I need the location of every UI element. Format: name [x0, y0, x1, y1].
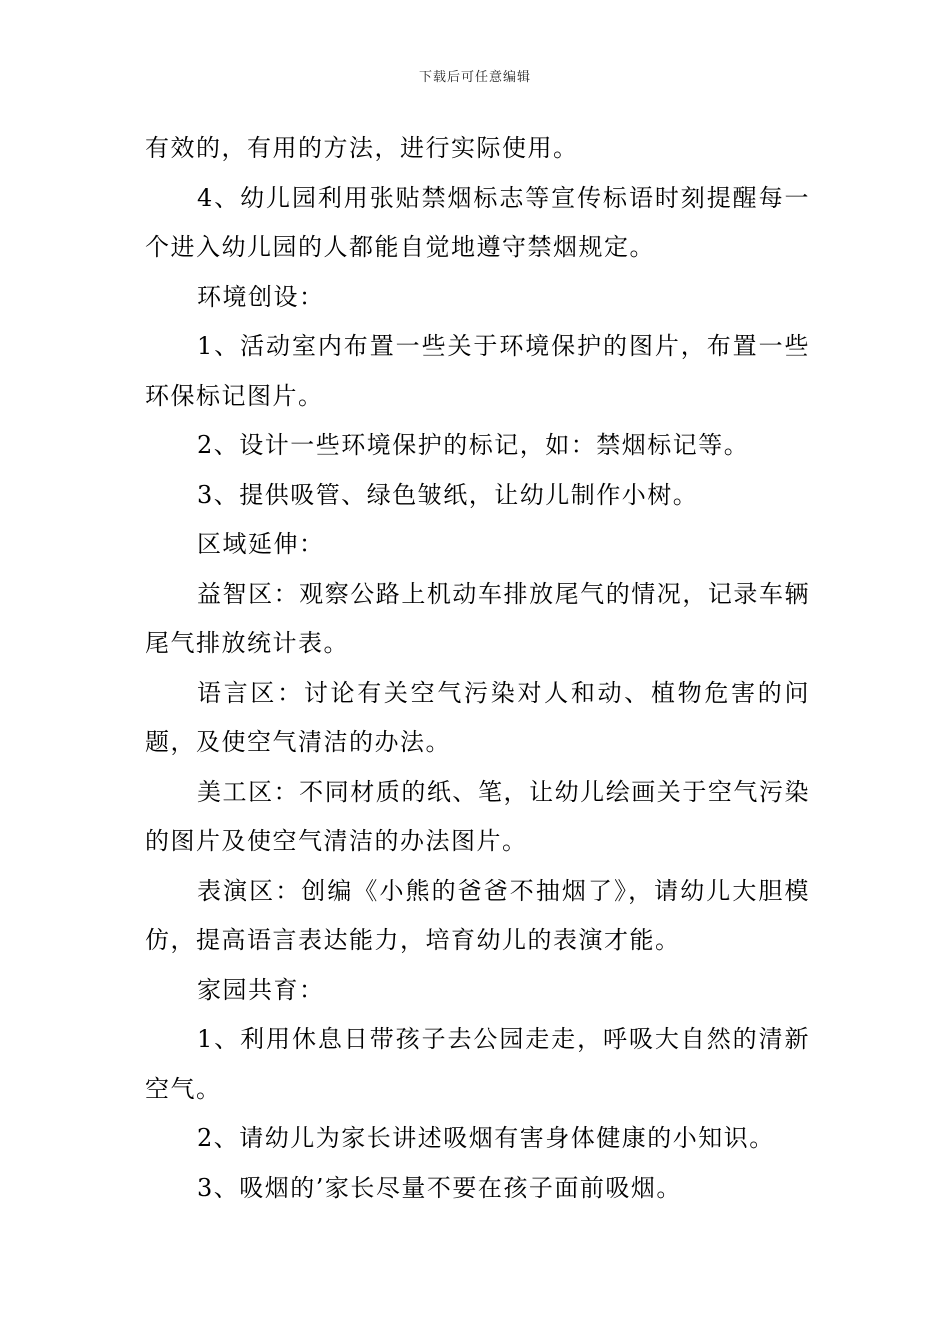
paragraph: 4、幼儿园利用张贴禁烟标志等宣传标语时刻提醒每一个进入幼儿园的人都能自觉地遵守禁烟规定。 — [145, 183, 810, 261]
paragraph: 表演区：创编《小熊的爸爸不抽烟了》，请幼儿大胆模仿，提高语言表达能力，培育幼儿的表演才能。 — [145, 876, 810, 954]
paragraph: 益智区：观察公路上机动车排放尾气的情况，记录车辆尾气排放统计表。 — [145, 579, 810, 657]
section-heading: 环境创设： — [197, 282, 325, 311]
section-heading: 区域延伸： — [197, 530, 325, 558]
paragraph: 2、设计一些环境保护的标记，如：禁烟标记等。 — [197, 431, 750, 459]
page-header: 下载后可任意编辑 — [418, 70, 531, 85]
paragraph: 3、提供吸管、绿色皱纸，让幼儿制作小树。 — [197, 480, 699, 509]
section-heading: 家园共育： — [197, 975, 325, 1004]
paragraph: 1、利用休息日带孩子去公园走走，呼吸大自然的清新空气。 — [145, 1025, 810, 1103]
paragraph: 2、请幼儿为家长讲述吸烟有害身体健康的小知识。 — [197, 1124, 775, 1152]
paragraph: 1、活动室内布置一些关于环境保护的图片，布置一些环保标记图片。 — [145, 332, 810, 410]
paragraph: 有效的，有用的方法，进行实际使用。 — [145, 134, 579, 162]
paragraph: 美工区：不同材质的纸、笔，让幼儿绘画关于空气污染的图片及使空气清洁的办法图片。 — [145, 777, 810, 855]
paragraph: 语言区：讨论有关空气污染对人和动、植物危害的问题，及使空气清洁的办法。 — [145, 678, 810, 756]
paragraph: 3、吸烟的’家长尽量不要在孩子面前吸烟。 — [197, 1173, 682, 1202]
document-body — [145, 124, 810, 1213]
